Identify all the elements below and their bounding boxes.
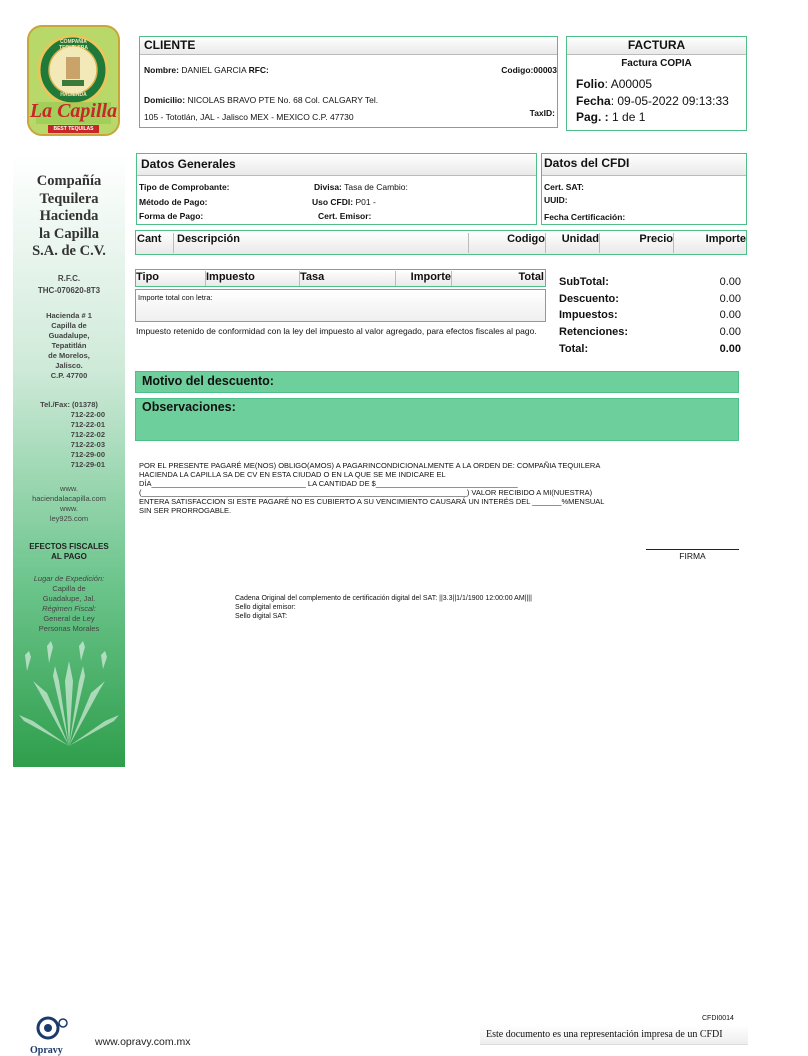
pagare-line: (______________________________________________________________________________) VALOR RECIBIDO A MI(NUESTRA) bbox=[139, 487, 593, 497]
web-line: www. bbox=[60, 484, 78, 493]
pagare-line: DÍA_____________________________________ LA CANTIDAD DE $__________________________________ bbox=[139, 478, 518, 488]
domicilio-line2: 105 - Tototlán, JAL - Jalisco MEX - MEXICO C.P. 47730 bbox=[144, 112, 354, 122]
address-line: C.P. 47700 bbox=[50, 371, 88, 380]
totals-row bbox=[559, 343, 741, 360]
address-line: Hacienda # 1 bbox=[46, 311, 92, 320]
divisa-label: Divisa: bbox=[314, 182, 342, 192]
factura-subtitle: Factura COPIA bbox=[621, 58, 692, 69]
regimen-line: Personas Morales bbox=[38, 624, 100, 633]
total-value: 0.00 bbox=[719, 342, 741, 355]
pagare-text bbox=[139, 462, 679, 515]
total-value: 0.00 bbox=[719, 276, 741, 288]
pag-row bbox=[576, 110, 645, 124]
phone-block bbox=[13, 400, 125, 470]
total-label: Impuestos: bbox=[559, 309, 618, 322]
datos-cfdi-title: Datos del CFDI bbox=[542, 154, 746, 176]
firma-line bbox=[646, 549, 739, 550]
lugar-line: Guadalupe, Jal. bbox=[42, 594, 96, 603]
sello-emisor: Sello digital emisor: bbox=[235, 604, 296, 611]
address-line: Guadalupe, bbox=[48, 331, 90, 340]
company-name-line: la Capilla bbox=[38, 225, 100, 242]
total-value: 0.00 bbox=[719, 309, 741, 322]
uso-cfdi-value: P01 - bbox=[355, 197, 376, 207]
folio-value: A00005 bbox=[610, 77, 653, 91]
uso-cfdi-row bbox=[312, 197, 376, 207]
cert-sat-label: Cert. SAT: bbox=[544, 182, 584, 192]
fecha-cert-label: Fecha Certificación: bbox=[544, 212, 626, 222]
codigo-label: Codigo: bbox=[501, 65, 534, 75]
metodo-pago-label: Método de Pago: bbox=[139, 197, 208, 207]
items-table-header bbox=[135, 230, 747, 255]
lugar-line: Capilla de bbox=[52, 584, 86, 593]
importe-letra-box bbox=[135, 289, 546, 322]
logo-text: La Capilla bbox=[29, 100, 118, 122]
pagare-line: SIN SER PRORROGABLE. bbox=[139, 505, 232, 515]
rfc-block bbox=[13, 273, 125, 297]
totals-row bbox=[559, 326, 741, 343]
pagare-line: POR EL PRESENTE PAGARÉ ME(NOS) OBLIGO(AMOS) A PAGARINCONDICIONALMENTE A LA ORDEN DE: COMPAÑIA TEQUILERA bbox=[139, 461, 601, 470]
cadena-block bbox=[235, 594, 655, 621]
logo-ring-text: COMPAÑÍA TEQUILERA bbox=[59, 39, 88, 51]
total-label: Retenciones: bbox=[559, 326, 629, 339]
totals-block bbox=[559, 276, 741, 359]
domicilio-value: NICOLAS BRAVO PTE No. 68 Col. CALGARY Tel. bbox=[187, 95, 379, 105]
tipo-comprobante-label: Tipo de Comprobante: bbox=[139, 182, 230, 192]
tel-label: Tel./Fax: (01378) bbox=[40, 400, 98, 409]
total-label: SubTotal: bbox=[559, 276, 609, 288]
pag-value: 1 de 1 bbox=[612, 110, 646, 124]
efectos-block bbox=[13, 542, 125, 562]
col-descripcion: Descripción bbox=[177, 233, 469, 253]
website-link[interactable]: haciendalacapilla.com bbox=[32, 494, 106, 503]
tasa-cambio-label: Tasa de Cambio: bbox=[344, 182, 408, 192]
total-value: 0.00 bbox=[719, 326, 741, 339]
folio-row: Folio: A00005 bbox=[576, 77, 653, 91]
opravy-logo-icon bbox=[30, 1016, 74, 1040]
company-name-line: Hacienda bbox=[39, 208, 99, 224]
motivo-descuento-label: Motivo del descuento: bbox=[142, 374, 274, 388]
web-line: www. bbox=[60, 504, 78, 513]
sello-sat: Sello digital SAT: bbox=[235, 613, 288, 620]
factura-box bbox=[566, 36, 747, 131]
firma-label: FIRMA bbox=[679, 551, 706, 561]
divisa-row bbox=[314, 182, 408, 192]
cliente-box bbox=[139, 36, 558, 128]
tax-col-tasa: Tasa bbox=[300, 271, 396, 286]
total-label: Total: bbox=[559, 342, 589, 355]
tax-col-total: Total bbox=[518, 271, 544, 283]
col-unidad: Unidad bbox=[550, 233, 600, 253]
nombre-value: DANIEL GARCIA bbox=[181, 65, 247, 75]
regimen-label: Régimen Fiscal: bbox=[42, 604, 96, 613]
address-line: Tepatitlán bbox=[51, 341, 87, 350]
sidebar-rfc-label: R.F.C. bbox=[57, 274, 81, 283]
col-cant: Cant bbox=[136, 233, 174, 253]
company-name-line: S.A. de C.V. bbox=[32, 243, 106, 259]
address-line: Capilla de bbox=[51, 321, 87, 330]
sidebar-rfc: THC-070620-8T3 bbox=[37, 286, 101, 295]
rfc-label: RFC: bbox=[248, 65, 269, 75]
efectos-line: EFECTOS FISCALES bbox=[29, 542, 109, 551]
tax-col-impuesto: Impuesto bbox=[206, 271, 300, 286]
web-block bbox=[13, 484, 125, 524]
opravy-brand: Opravy bbox=[30, 1045, 63, 1056]
col-precio: Precio bbox=[606, 233, 674, 253]
retenido-text: Impuesto retenido de conformidad con la ley del impuesto al valor agregado, para efectos fiscales al pago. bbox=[136, 326, 537, 336]
logo-bottom-text: BEST TEQUILAS bbox=[53, 126, 94, 132]
codigo-row bbox=[501, 65, 557, 75]
fecha-row: Fecha: 09-05-2022 09:13:33 bbox=[576, 94, 729, 108]
total-label: Descuento: bbox=[559, 292, 619, 305]
company-logo bbox=[26, 24, 121, 137]
address-line: de Morelos, bbox=[48, 351, 90, 360]
datos-generales-title: Datos Generales bbox=[137, 154, 536, 176]
importe-letra-label: Importe total con letra: bbox=[138, 293, 213, 302]
totals-row bbox=[559, 293, 741, 310]
phone-number: 712-29-01 bbox=[70, 460, 105, 469]
phone-number: 712-29-00 bbox=[70, 450, 105, 459]
totals-row bbox=[559, 309, 741, 326]
motivo-descuento-bar bbox=[135, 371, 739, 393]
folio-label: Folio bbox=[576, 77, 605, 91]
company-name bbox=[13, 173, 125, 261]
company-sidebar bbox=[13, 153, 125, 767]
phone-number: 712-22-03 bbox=[70, 440, 105, 449]
observaciones-label: Observaciones: bbox=[142, 400, 236, 414]
phone-number: 712-22-02 bbox=[70, 430, 105, 439]
footer-note-box bbox=[480, 1025, 748, 1045]
pagare-line: HACIENDA LA CAPILLA SA DE CV EN ESTA CIUDAD O EN LA QUE SE ME INDICARE EL bbox=[139, 469, 446, 479]
domicilio-row bbox=[144, 95, 378, 105]
forma-pago-label: Forma de Pago: bbox=[139, 211, 204, 221]
address-line: Jalisco. bbox=[55, 361, 83, 370]
fecha-value: 09-05-2022 09:13:33 bbox=[617, 94, 729, 108]
footer-note: Este documento es una representación impresa de un CFDI bbox=[486, 1029, 723, 1040]
nombre-label: Nombre: bbox=[144, 65, 179, 75]
col-codigo: Codigo bbox=[472, 233, 546, 253]
observaciones-bar bbox=[135, 398, 739, 441]
footer-code: CFDI0014 bbox=[702, 1015, 734, 1022]
tax-col-tipo: Tipo bbox=[136, 271, 206, 286]
col-importe: Importe bbox=[705, 233, 746, 245]
company-name-line: Compañía bbox=[36, 173, 102, 189]
uuid-label: UUID: bbox=[544, 195, 568, 205]
tax-table-header bbox=[135, 269, 546, 287]
tax-col-importe: Importe bbox=[396, 271, 452, 286]
opravy-logo bbox=[30, 1016, 74, 1056]
regimen-line: General de Ley bbox=[43, 614, 95, 623]
cliente-nombre-row bbox=[144, 65, 269, 75]
expedicion-block bbox=[13, 574, 125, 634]
lugar-label: Lugar de Expedición: bbox=[33, 574, 105, 583]
efectos-line: AL PAGO bbox=[51, 552, 87, 561]
cadena-original: Cadena Original del complemento de certificación digital del SAT: ||3.3||1/1/1900 12:00:00 AM|||| bbox=[235, 595, 532, 602]
datos-cfdi-box bbox=[541, 153, 747, 225]
totals-row bbox=[559, 276, 741, 293]
uso-cfdi-label: Uso CFDI: bbox=[312, 197, 354, 207]
pagare-line: ENTERA SATISFACCION SI ESTE PAGARÉ NO ES CUBIERTO A SU VENCIMIENTO CAUSARÁ UN INTERÉS DEL _______%MENSUAL bbox=[139, 496, 605, 506]
agave-illustration bbox=[19, 641, 119, 751]
opravy-url[interactable]: www.opravy.com.mx bbox=[95, 1036, 191, 1048]
factura-title: FACTURA bbox=[567, 37, 746, 55]
total-value: 0.00 bbox=[719, 292, 741, 305]
cert-emisor-label: Cert. Emisor: bbox=[318, 211, 372, 221]
phone-number: 712-22-01 bbox=[70, 420, 105, 429]
cliente-title: CLIENTE bbox=[140, 37, 557, 55]
pag-label: Pag. : bbox=[576, 110, 609, 124]
company-name-line: Tequilera bbox=[39, 190, 99, 207]
codigo-value: 00003 bbox=[533, 65, 557, 75]
logo-sub: HACIENDA bbox=[60, 92, 87, 98]
fecha-label: Fecha bbox=[576, 94, 611, 108]
address-block bbox=[13, 311, 125, 381]
domicilio-label: Domicilio: bbox=[144, 95, 186, 105]
phone-number: 712-22-00 bbox=[70, 410, 105, 419]
taxid-label: TaxID: bbox=[529, 108, 555, 118]
website-link[interactable]: ley925.com bbox=[49, 514, 89, 523]
datos-generales-box bbox=[136, 153, 537, 225]
